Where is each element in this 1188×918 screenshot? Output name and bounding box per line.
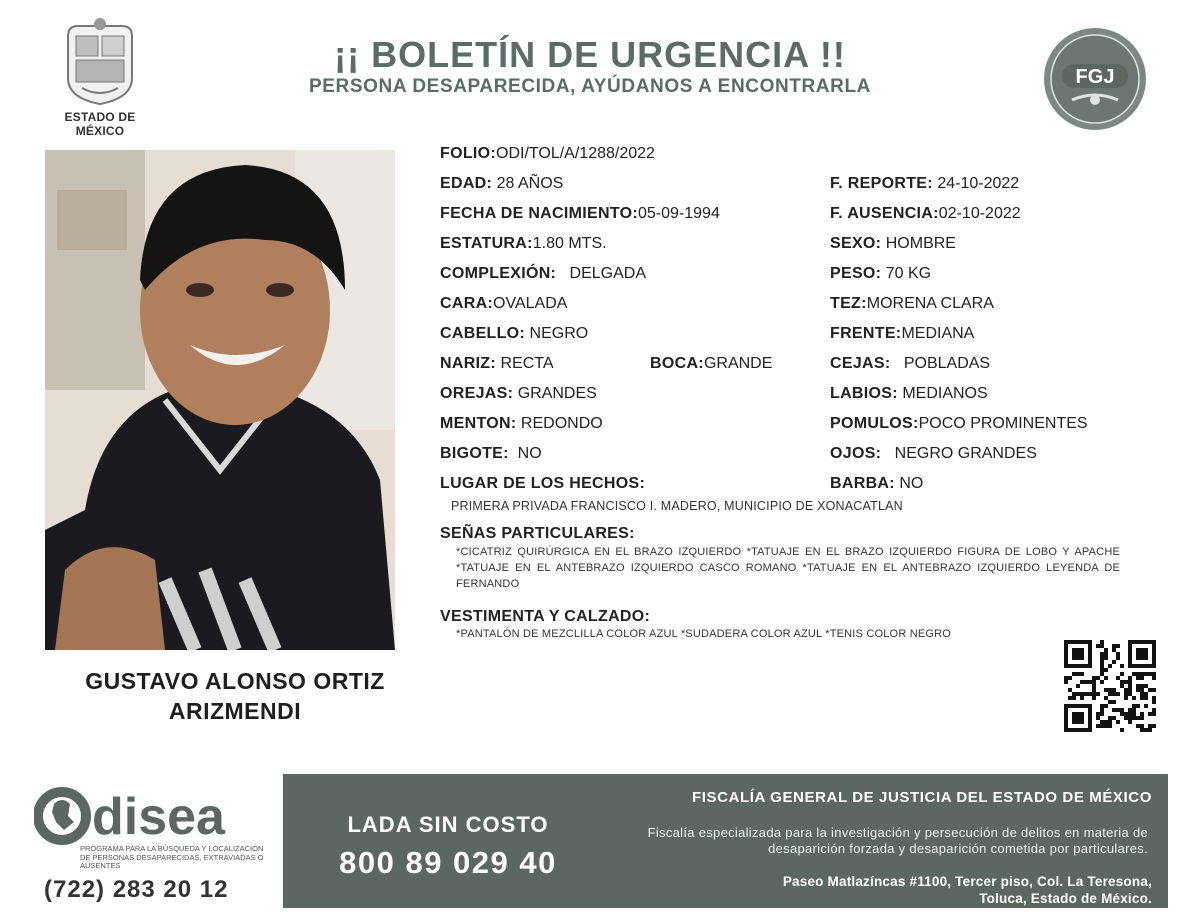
label-lugar-hechos: LUGAR DE LOS HECHOS: (440, 475, 646, 492)
fgj-logo (1042, 26, 1148, 132)
label-labios: LABIOS: (830, 385, 898, 402)
value-estatura: 1.80 MTS. (532, 235, 607, 252)
value-cejas: POBLADAS (903, 355, 991, 372)
state-name: ESTADO DE MÉXICO (64, 110, 136, 138)
value-complexion: DELGADA (569, 265, 647, 282)
value-boca: GRANDE (703, 355, 773, 372)
label-peso: PESO: (830, 265, 882, 282)
label-f-reporte: F. REPORTE: (830, 175, 933, 192)
odisea-phone: (722) 283 20 12 (44, 876, 229, 903)
label-pomulos: POMULOS: (830, 415, 919, 432)
estado-de-mexico-logo (40, 18, 160, 138)
fiscalia-title: FISCALÍA GENERAL DE JUSTICIA DEL ESTADO DE MÉXICO (692, 789, 1152, 806)
senas-title: SEÑAS PARTICULARES: (440, 525, 635, 542)
field-cejas (830, 355, 990, 373)
value-cara: OVALADA (493, 295, 568, 312)
fiscalia-description: Fiscalía especializada para la investigación y persecución de delitos en materia de desaparición forzada y desaparición cometida por particulares. (647, 825, 1148, 856)
label-menton: MENTON: (440, 415, 517, 432)
label-bigote: BIGOTE: (440, 445, 509, 462)
field-f-ausencia (830, 205, 1021, 223)
field-bigote (440, 445, 542, 463)
value-fecha-nacimiento: 05-09-1994 (638, 205, 720, 222)
field-labios (830, 385, 988, 403)
qr-code (1064, 640, 1156, 732)
field-cara (440, 295, 567, 313)
address-line-1: Paseo Matlazíncas #1100, Tercer piso, Col. La Teresona, (782, 874, 1152, 889)
senas-text: *CICATRIZ QUIRÚRGICA EN EL BRAZO IZQUIERDO *TATUAJE EN EL BRAZO IZQUIERDO FIGURA DE LOBO Y APACHE *TATUAJE EN EL ANTEBRAZO IZQUIERDO CASCO ROMANO *TATUAJE EN EL ANTEBRAZO IZQUIERDO LEYENDA DE FERNANDO (456, 546, 1120, 590)
label-cabello: CABELLO: (440, 325, 526, 342)
field-cabello (440, 325, 588, 343)
odisea-brand: disea (92, 788, 225, 846)
lada-label: LADA SIN COSTO (347, 812, 549, 837)
label-ojos: OJOS: (830, 445, 882, 462)
label-frente: FRENTE: (830, 325, 902, 342)
field-barba (830, 475, 923, 493)
value-bigote: NO (517, 445, 542, 462)
person-photo (45, 150, 395, 650)
bulletin-subtitle: PERSONA DESAPARECIDA, AYÚDANOS A ENCONTRARLA (309, 76, 871, 97)
lada-number: 800 89 029 40 (339, 845, 557, 880)
vestimenta-title: VESTIMENTA Y CALZADO: (440, 608, 651, 625)
label-folio: FOLIO: (440, 145, 497, 162)
label-f-ausencia: F. AUSENCIA: (830, 205, 939, 222)
value-orejas: GRANDES (517, 385, 597, 402)
bulletin-title: ¡¡ BOLETÍN DE URGENCIA !! (334, 34, 846, 75)
field-orejas (440, 385, 597, 403)
value-pomulos: POCO PROMINENTES (918, 415, 1088, 432)
field-lugar-hechos (440, 475, 645, 493)
field-peso (830, 265, 931, 283)
field-frente (830, 325, 974, 343)
coat-of-arms-icon (62, 18, 138, 106)
field-boca (650, 355, 772, 373)
field-estatura (440, 235, 607, 253)
value-f-reporte: 24-10-2022 (937, 175, 1020, 192)
label-orejas: OREJAS: (440, 385, 514, 402)
field-folio (440, 145, 655, 163)
field-menton (440, 415, 603, 433)
field-fecha-nacimiento (440, 205, 720, 223)
value-labios: MEDIANOS (902, 385, 988, 402)
label-edad: EDAD: (440, 175, 493, 192)
label-nariz: NARIZ: (440, 355, 497, 372)
label-sexo: SEXO: (830, 235, 882, 252)
value-folio: ODI/TOL/A/1288/2022 (496, 145, 655, 162)
label-barba: BARBA: (830, 475, 895, 492)
label-tez: TEZ: (830, 295, 867, 312)
fgj-text: FGJ (1075, 66, 1115, 88)
value-menton: REDONDO (520, 415, 603, 432)
label-boca: BOCA: (650, 355, 704, 372)
value-sexo: HOMBRE (885, 235, 956, 252)
value-nariz: RECTA (500, 355, 554, 372)
field-edad (440, 175, 563, 193)
value-edad: 28 AÑOS (496, 175, 564, 192)
value-lugar-hechos: PRIMERA PRIVADA FRANCISCO I. MADERO, MUNICIPIO DE XONACATLAN (451, 499, 903, 513)
label-fecha-nacimiento: FECHA DE NACIMIENTO: (440, 205, 638, 222)
name-line-2: ARIZMENDI (168, 698, 302, 724)
field-ojos (830, 445, 1037, 463)
label-estatura: ESTATURA: (440, 235, 533, 252)
address-line-2: Toluca, Estado de México. (979, 891, 1152, 906)
value-barba: NO (899, 475, 924, 492)
field-sexo (830, 235, 956, 253)
value-tez: MORENA CLARA (866, 295, 994, 312)
value-peso: 70 KG (885, 265, 932, 282)
fiscalia-address (600, 873, 1152, 907)
name-line-1: GUSTAVO ALONSO ORTIZ (85, 668, 385, 694)
value-cabello: NEGRO (529, 325, 589, 342)
vestimenta-text: *PANTALÓN DE MEZCLILLA COLOR AZUL *SUDADERA COLOR AZUL *TENIS COLOR NEGRO (456, 628, 952, 640)
field-f-reporte (830, 175, 1019, 193)
field-tez (830, 295, 994, 313)
field-complexion (440, 265, 646, 283)
value-ojos: NEGRO GRANDES (894, 445, 1037, 462)
value-frente: MEDIANA (901, 325, 975, 342)
field-nariz (440, 355, 554, 373)
label-cara: CARA: (440, 295, 494, 312)
label-complexion: COMPLEXIÓN: (440, 265, 557, 282)
odisea-description: PROGRAMA PARA LA BÚSQUEDA Y LOCALIZACIÓN DE PERSONAS DESAPARECIDAS, EXTRAVIADAS O AUSENTES (80, 844, 264, 870)
value-f-ausencia: 02-10-2022 (938, 205, 1021, 222)
missing-person-name (40, 666, 430, 726)
label-cejas: CEJAS: (830, 355, 891, 372)
field-pomulos (830, 415, 1088, 433)
